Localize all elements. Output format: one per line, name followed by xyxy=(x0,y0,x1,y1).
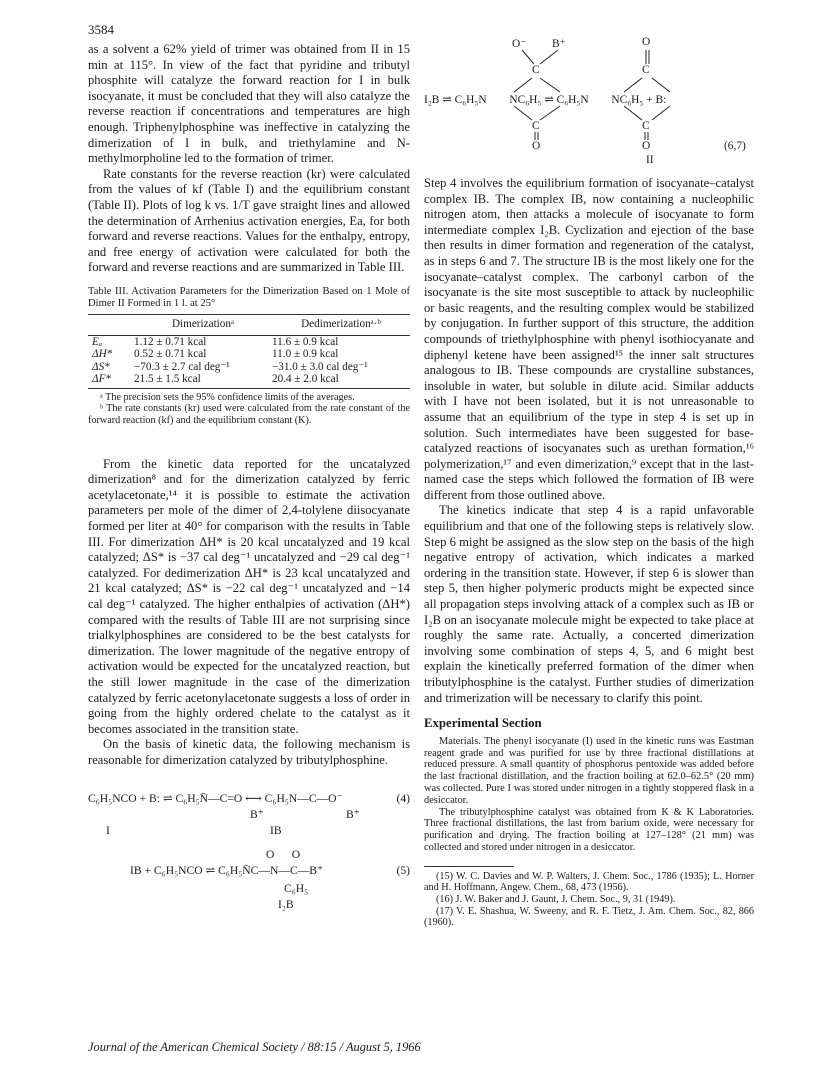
experimental-catalyst: The tributylphosphine catalyst was obtained from K & K Laboratories. Three fractional distillations, the last from barium oxide, were necessary for purification and drying. The fraction boiling at 127–128° (21 mm) was collected and stored under nitrogen in a desiccator. xyxy=(424,806,754,853)
table-footnotes xyxy=(88,392,410,427)
table-header-symbol xyxy=(88,314,134,335)
scheme-c-top-right: C xyxy=(642,64,650,76)
table-cell-dedimerization: 20.4 ± 2.0 kcal xyxy=(272,373,410,388)
scheme-b-plus: B⁺ xyxy=(552,38,566,50)
scheme-label-II: II xyxy=(646,154,654,166)
table-footnote-b: ᵇ The rate constants (kr) used were calculated from the rate constant of the forward reaction (kf) and the equilibrium constant (K). xyxy=(88,403,410,427)
right-paragraph-1: Step 4 involves the equilibrium formation of isocyanate–catalyst complex IB. The complex IB, now containing a nucleophilic nitrogen atom, then attacks a molecule of isocyanate to form intermediate complex I₂B. Cyclization and ejection of the base then results in dimer formation and regeneration of the catalyst, as in steps 6 and 7. The structure IB is the most likely one for the isocyanate–catalyst complex. The carbonyl carbon of the isocyanate is the site most susceptible to attack by nucleophilic or basic reagents, and the resulting complex would be stabilized by conjugation. In further support of this structure, the addition compounds of triethylphosphine with phenyl isothiocyanate and diphenyl ketene have been assigned¹⁵ the inner salt structures analogous to IB. These compounds are crystalline substances, insoluble in water, but soluble in dilute acid. Similar adducts with I have not been isolated, but it is not unreasonable to assume that an equilibrium of the type in step 4 is set up in solution. Such intermediates have been suggested for base-catalyzed reactions of isocyanates such as urethan formation,¹⁶ polymerization,¹⁷ and even dimerization,⁹ except that in the last-named case the steps which followed the formation of IB were different from those outlined above. xyxy=(424,176,754,502)
experimental-materials: Materials. The phenyl isocyanate (I) used in the kinetic runs was Eastman reagent grade and was purified for use by three fractional distillations at reduced pressure. A small quantity of phosphorus pentoxide was added before the last fractional distillation, and the fraction boiling at 62.0–62.5° (20 mm) was collected. Pure I was stored under nitrogen in a tightly stoppered flask in a desiccator. xyxy=(424,735,754,806)
scheme-c-top-left: C xyxy=(532,64,540,76)
table-row xyxy=(88,361,410,374)
table-cell-symbol: ΔF* xyxy=(88,373,134,388)
left-paragraph-3: From the kinetic data reported for the uncatalyzed dimerization⁸ and for the dimerization catalyzed by ferric acetylacetonate,¹⁴ it is possible to estimate the activation parameters per mole of the dimer of 2,4-tolylene diisocyanate formed per liter at 40° for comparison with the results in Table III. For dimerization ΔH* is 20 kcal uncatalyzed and 19 kcal catalyzed; ΔS* is −37 cal deg⁻¹ uncatalyzed and −29 cal deg⁻¹ catalyzed. For dedimerization ΔH* is 23 kcal uncatalyzed and 21 kcal catalyzed; ΔS* is −22 cal deg⁻¹ uncatalyzed and −14 cal deg⁻¹ catalyzed. The higher enthalpies of activation (ΔH*) compared with the results of Table III are not surprising since trialkylphosphines are considered to be the best catalysts for dimerization. The lower magnitude of the negative entropy of activation would be expected for the uncatalyzed reaction, but the still lower magnitude in the case of the dimerization catalyzed by ferric acetonylacetonate suggests a loss of order in going from the highly ordered chelate to the catalyst as it becomes associated in the transition state. xyxy=(88,456,410,736)
scheme-o-minus: O⁻ xyxy=(512,38,527,50)
equation-4-bplus: B⁺ xyxy=(346,807,360,821)
equation-4-label-IB: IB xyxy=(270,823,282,837)
equation-4-body: C₆H₅NCO + B: ⇌ C₆H₅N̄—C=O ⟷ C₆H₅N—C—O⁻ xyxy=(88,791,343,805)
reference-item: (16) J. W. Baker and J. Gaunt, J. Chem. Soc., 9, 31 (1949). xyxy=(436,893,676,905)
scheme-o-bottom-left: O xyxy=(532,140,541,152)
table-header-dimerization: Dimerizationᵃ xyxy=(134,314,272,335)
right-paragraph-2: The kinetics indicate that step 4 is a rapid unfavorable equilibrium and that one of the following steps is relatively slow. Step 6 might be assigned as the slow step on the basis of the high negative entropy of activation, which indicates a marked ordering in the transition state. However, if step 6 is slower than step 5, then higher polymeric products might be expected since all propagation steps involving attack of a complex such as IB or I₂B on an isocyanate molecule might be expected to take place at roughly the same rate. Actually, a concerted dimerization involving some combination of steps 4, 5, and 6 might best explain the kinetically preferred formation of the dimer when tributylphosphine is the catalyst. Further studies of dimerization and trimerization will be necessary to clarify this point. xyxy=(424,503,754,705)
equation-5-body: IB + C₆H₅NCO ⇌ C₆H₅N̄C—N—C—B⁺ xyxy=(130,863,324,877)
references xyxy=(424,871,754,929)
left-paragraph-4: On the basis of kinetic data, the following mechanism is reasonable for dimerization catalyzed by tributylphosphine. xyxy=(88,737,410,767)
left-paragraph-2: Rate constants for the reverse reaction (kr) were calculated from the values of kf (Table I) and the equilibrium constant (Table II). Plots of log k vs. 1/T gave straight lines and allowed the determination of Arrhenius activation energies, Ea, for both forward and reverse reactions. Values for the enthalpy, entropy, and free energy of activation were calculated for both the forward and reverse reactions and are summarized in Table III. xyxy=(88,166,410,275)
equation-5 xyxy=(88,847,410,909)
scheme-main-line: I₂B ⇌ C₆H₅N NC₆H₅ ⇌ C₆H₅N NC₆H₅ + B: xyxy=(424,94,667,106)
equation-5-substituent: C₆H₅ xyxy=(284,881,309,895)
equation-4 xyxy=(88,785,410,837)
table-footnote-a: ᵃ The precision sets the 95% confidence limits of the averages. xyxy=(100,391,355,403)
table-cell-dimerization: −70.3 ± 2.7 cal deg⁻¹ xyxy=(134,360,230,373)
equation-4-number: (4) xyxy=(396,791,410,805)
scheme-equation-number: (6,7) xyxy=(724,140,746,152)
table-cell-symbol: ΔH* xyxy=(92,348,113,361)
table-cell-dimerization: 21.5 ± 1.5 kcal xyxy=(134,373,272,388)
scheme-o-bottom-right: O xyxy=(642,140,651,152)
equation-5-oxygens: O O xyxy=(266,847,301,861)
table-cell-symbol: Eₐ xyxy=(92,335,103,348)
references-rule xyxy=(424,866,514,867)
table-cell-dedimerization: −31.0 ± 3.0 cal deg⁻¹ xyxy=(272,360,368,373)
table-cell-symbol: ΔS* xyxy=(92,360,110,373)
table-row xyxy=(88,373,410,388)
reaction-scheme-6-7 xyxy=(424,36,754,164)
table-caption: Table III. Activation Parameters for the Dimerization Based on 1 Mole of Dimer II Formed in 1 l. at 25° xyxy=(88,285,410,309)
table-cell-dedimerization: 11.0 ± 0.9 kcal xyxy=(272,348,339,361)
scheme-o-top: O xyxy=(642,36,651,48)
table-row xyxy=(88,348,410,361)
left-paragraph-1: as a solvent a 62% yield of trimer was obtained from II in 15 min at 115°. In view of the fact that pyridine and tributyl phosphite will catalyze the forward reaction for I in bulk isocyanate, it must be concluded that they will also catalyze the reverse reaction if concentrations and temperatures are high enough. Triphenylphosphine was ineffective in catalyzing the dimerization of I in bulk, and triethylamine and N-methylmorpholine led to the formation of trimer. xyxy=(88,42,410,166)
equation-4-bplus: B⁺ xyxy=(250,807,264,821)
table-row xyxy=(88,335,410,348)
reference-item: (15) W. C. Davies and W. P. Walters, J. Chem. Soc., 1786 (1935); L. Horner and H. Hoffmann, Angew. Chem., 68, 473 (1956). xyxy=(424,870,754,894)
equation-5-label: I₂B xyxy=(278,897,294,911)
scheme-c-bottom-left: C xyxy=(532,120,540,132)
equation-5-number: (5) xyxy=(396,863,410,877)
scheme-c-bottom-right: C xyxy=(642,120,650,132)
activation-parameters-table xyxy=(88,314,410,389)
table-cell-dimerization: 1.12 ± 0.71 kcal xyxy=(134,335,207,348)
table-header-row xyxy=(88,314,410,335)
equation-4-label-I: I xyxy=(106,823,110,837)
table-cell-dimerization: 0.52 ± 0.71 kcal xyxy=(134,348,207,361)
table-cell-dedimerization: 11.6 ± 0.9 kcal xyxy=(272,335,339,348)
experimental-heading: Experimental Section xyxy=(424,716,542,731)
reference-item: (17) V. E. Shashua, W. Sweeny, and R. F. Tietz, J. Am. Chem. Soc., 82, 866 (1960). xyxy=(424,905,754,929)
left-column xyxy=(88,42,410,909)
journal-footer: Journal of the American Chemical Society / 88:15 / August 5, 1966 xyxy=(88,1040,421,1054)
right-column xyxy=(424,176,754,929)
page-number: 3584 xyxy=(88,22,114,37)
scheme-bonds xyxy=(424,36,754,164)
table-header-dedimerization: Dedimerizationᵃ·ᵇ xyxy=(272,314,410,335)
